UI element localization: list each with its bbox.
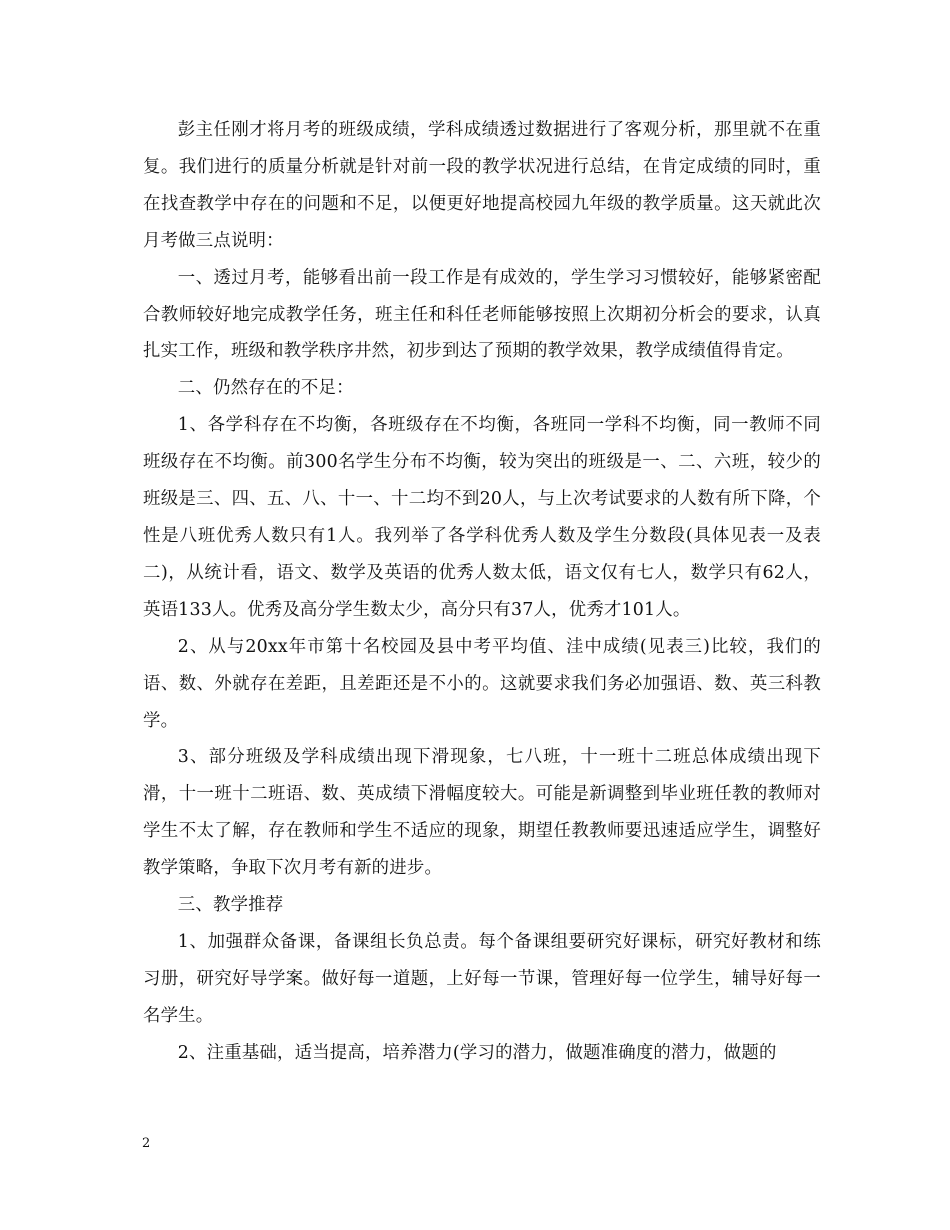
shortcoming-one-paragraph: 1、各学科存在不均衡，各班级存在不均衡，各班同一学科不均衡，同一教师不同班级存在不均衡。前300名学生分布不均衡，较为突出的班级是一、二、六班，较少的班级是三、四、五、八、十一、十二均不到20人，与上次考试要求的人数有所下降，个性是八班优秀人数只有1人。我列举了各学科优秀人数及学生分数段(具体见表一及表二)，从统计看，语文、数学及英语的优秀人数太低，语文仅有七人，数学只有62人，英语133人。优秀及高分学生数太少，高分只有37人，优秀才101人。 [143,415,821,620]
section-heading-shortcomings: 二、仍然存在的不足： [177,378,354,399]
point-one-paragraph: 一、透过月考，能够看出前一段工作是有成效的，学生学习习惯较好，能够紧密配合教师较好地完成教学任务，班主任和科任老师能够按照上次期初分析会的要求，认真扎实工作，班级和教学秩序井然，初步到达了预期的教学效果，教学成绩值得肯定。 [143,267,821,362]
shortcoming-three-paragraph: 3、部分班级及学科成绩出现下滑现象，七八班，十一班十二班总体成绩出现下滑，十一班十二班语、数、英成绩下滑幅度较大。可能是新调整到毕业班任教的教师对学生不太了解，存在教师和学生不适应的现象，期望任教教师要迅速适应学生，调整好教学策略，争取下次月考有新的进步。 [143,747,821,879]
page-number: 2 [142,1136,151,1151]
recommendation-one-paragraph: 1、加强群众备课，备课组长负总责。每个备课组要研究好课标，研究好教材和练习册，研究好导学案。做好每一道题，上好每一节课，管理好每一位学生，辅导好每一名学生。 [143,931,821,1026]
recommendation-two-paragraph: 2、注重基础，适当提高，培养潜力(学习的潜力，做题准确度的潜力，做题的 [177,1042,777,1063]
shortcoming-two-paragraph: 2、从与20xx年市第十名校园及县中考平均值、洼中成绩(见表三)比较，我们的语、数、外就存在差距，且差距还是不小的。这就要求我们务必加强语、数、英三科教学。 [143,636,821,731]
section-heading-recommendations: 三、教学推荐 [177,895,284,916]
document-body [143,112,821,1072]
intro-paragraph: 彭主任刚才将月考的班级成绩，学科成绩透过数据进行了客观分析，那里就不在重复。我们进行的质量分析就是针对前一段的教学状况进行总结，在肯定成绩的同时，重在找查教学中存在的问题和不足，以便更好地提高校园九年级的教学质量。这天就此次月考做三点说明： [143,120,821,251]
